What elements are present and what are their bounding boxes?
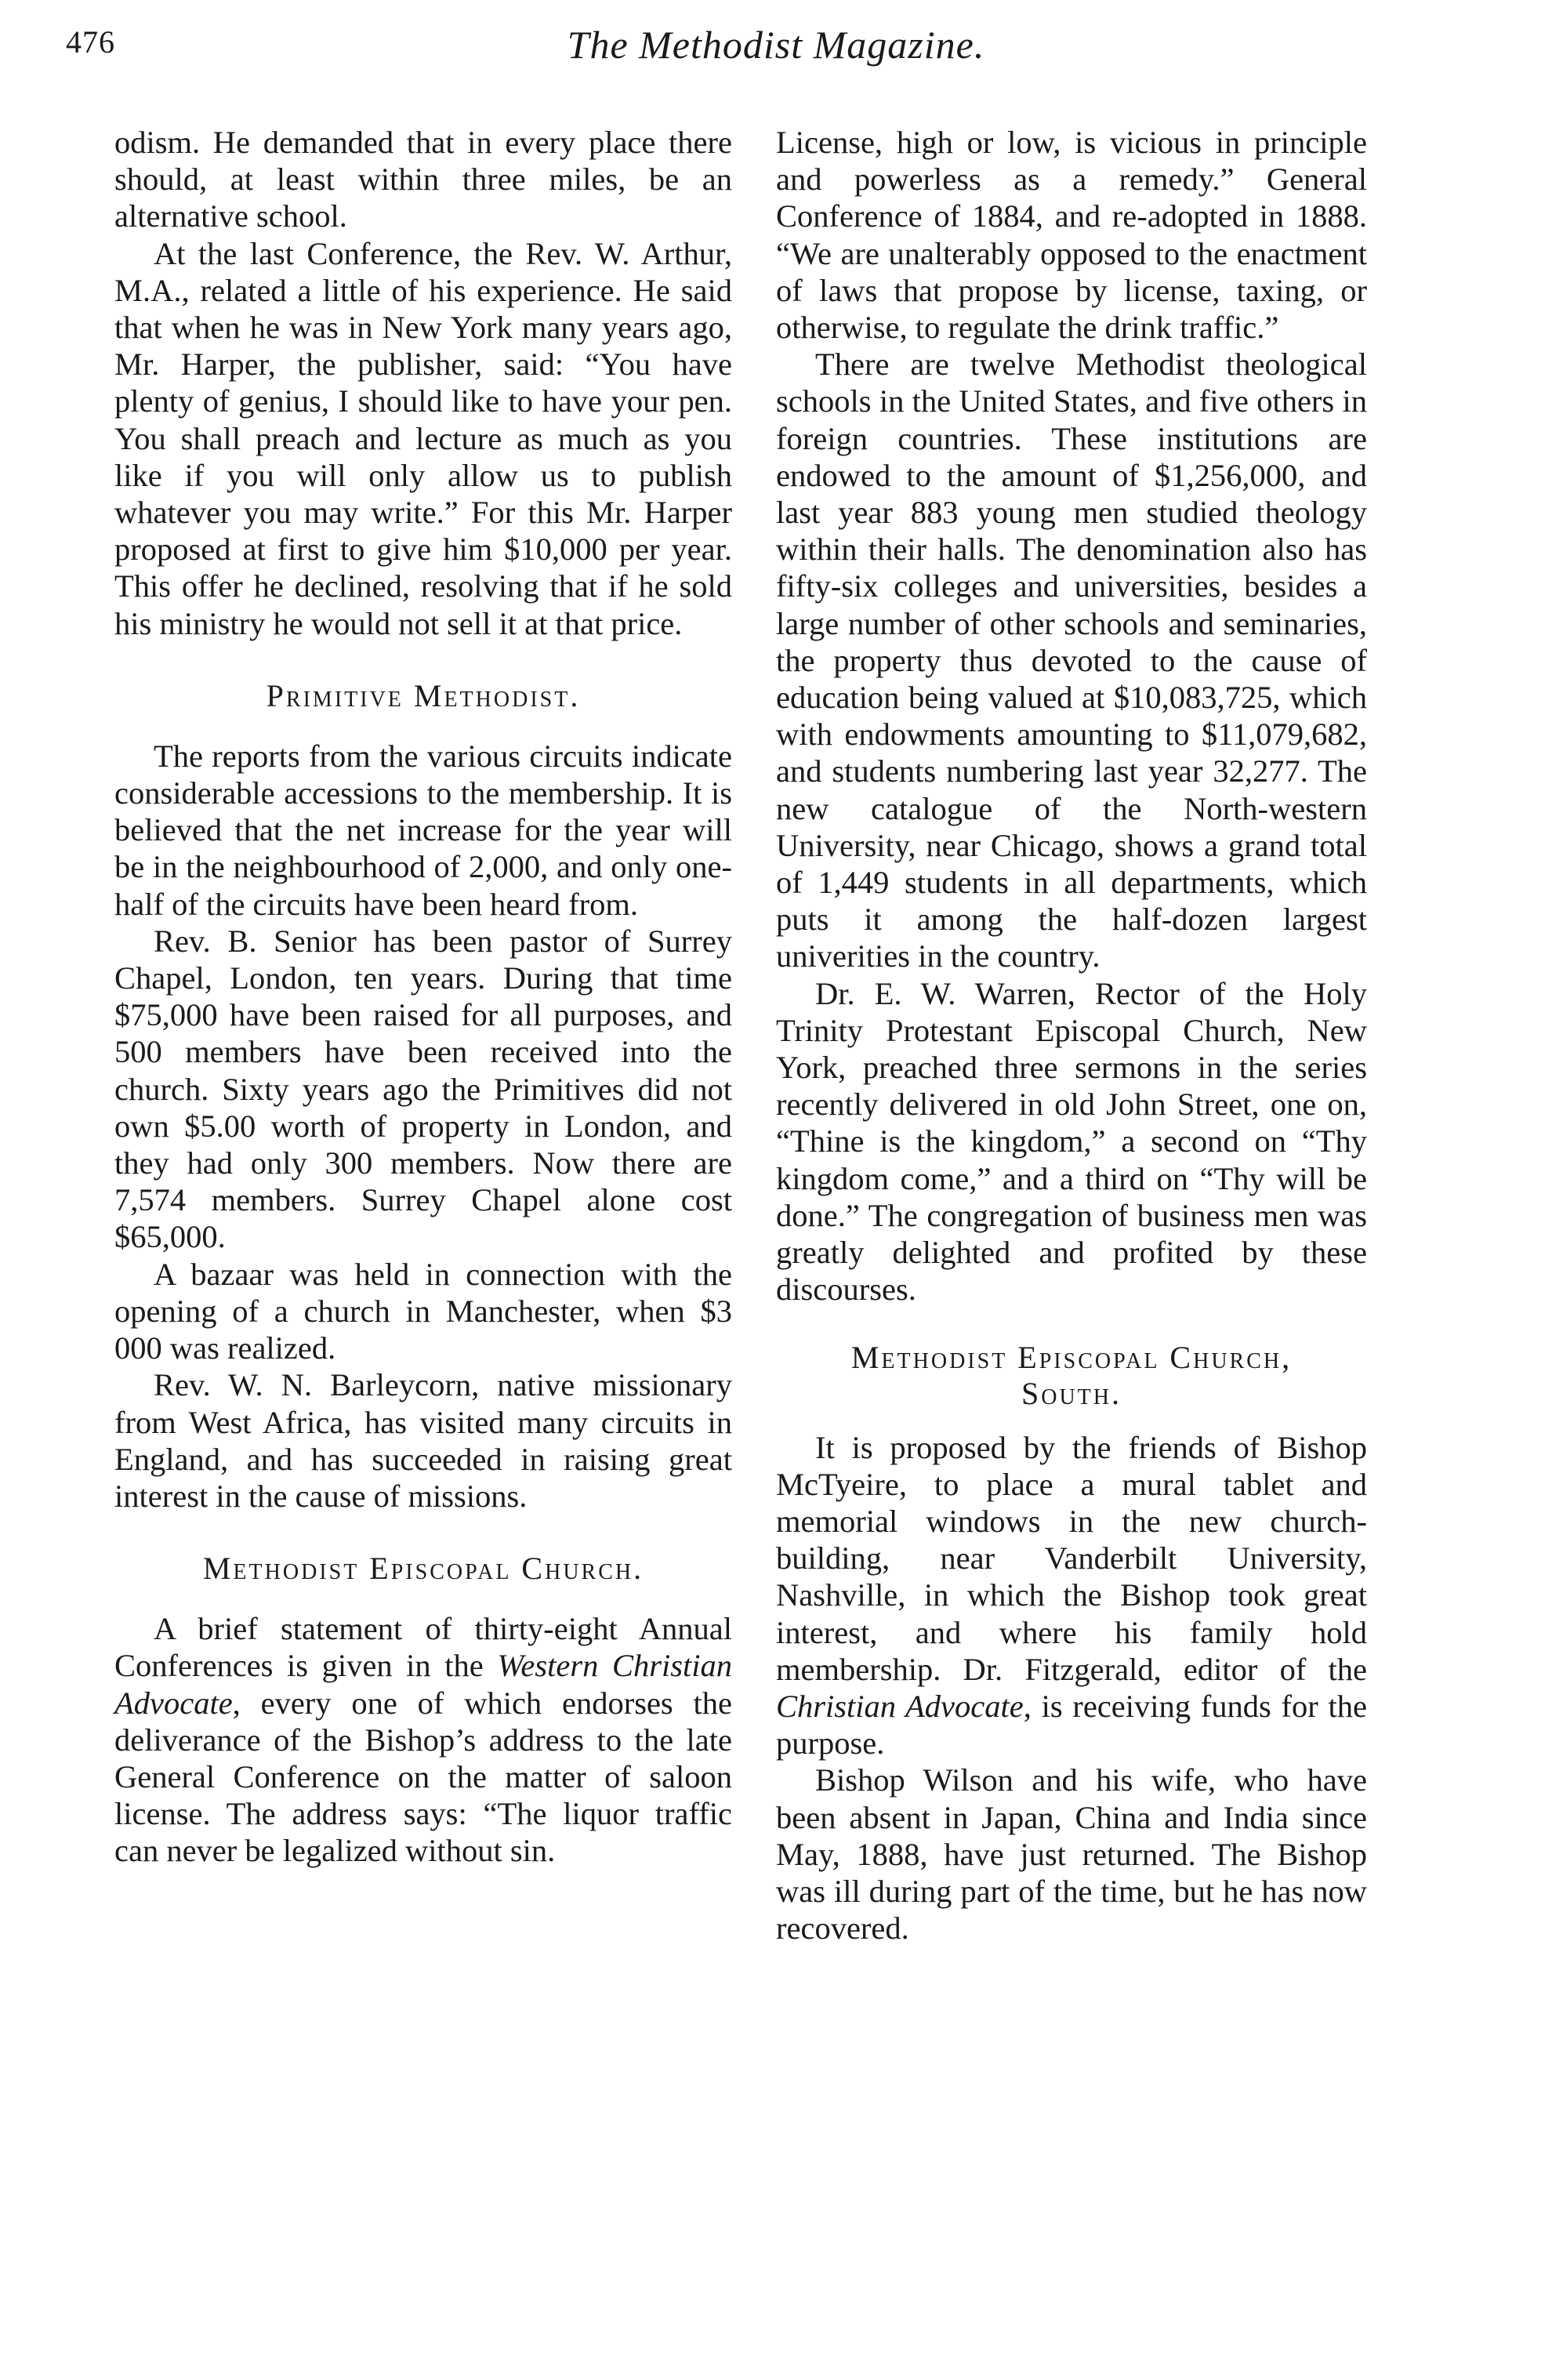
paragraph: odism. He demanded that in every place there should, at least within three miles, be an alternative school. xyxy=(114,125,732,234)
text-run: A brief statement of thirty-eight Annual Conferences is given in the xyxy=(114,1611,732,1684)
heading-line: South. xyxy=(1021,1375,1122,1411)
heading-line: Methodist Episcopal Church, xyxy=(850,1339,1293,1375)
paragraph: Rev. B. Senior has been pastor of Surrey Chapel, London, ten years. During that time $75,000 have been raised for all purposes, and 500 members have been received into the church. Sixty years ago the Primitives did not own $5.00 worth of property in London, and they had only 300 members. Now there are 7,574 members. Surrey Chapel alone cost $65,000. xyxy=(114,923,732,1255)
section-heading-primitive-methodist: Primitive Methodist. xyxy=(266,677,581,713)
paragraph: Bishop Wilson and his wife, who have been absent in Japan, China and India since May, 1888, have just returned. The Bishop was ill during part of the time, but he has now recovered. xyxy=(776,1762,1367,1946)
paragraph: At the last Conference, the Rev. W. Arthur, M.A., related a little of his experience. He said that when he was in New York many years ago, Mr. Harper, the publisher, said: “You have plenty of genius, I should like to have your pen. You shall preach and lecture as much as you like if you will only allow us to publish whatever you may write.” For this Mr. Harper proposed at first to give him $10,000 per year. This offer he declined, resolving that if he sold his ministry he would not sell it at that price. xyxy=(114,235,732,641)
text-run: , is receiving funds for the purpose. xyxy=(776,1688,1367,1761)
page-number: 476 xyxy=(66,24,115,60)
text-run: It is proposed by the friends of Bishop McTyeire, to place a mural tablet and memorial windows in the new church-building, near Vanderbilt University, Nashville, in which the Bishop took great interest, and where his family hold membership. Dr. Fitzgerald, editor of the xyxy=(776,1429,1367,1687)
paragraph: Dr. E. W. Warren, Rector of the Holy Trinity Protestant Episcopal Church, New York, preached three sermons in the series recently delivered in old John Street, one on, “Thine is the kingdom,” a second on “Thy kingdom come,” and a third on “Thy will be done.” The congregation of business men was greatly delighted and profited by these discourses. xyxy=(776,975,1367,1308)
paragraph: A bazaar was held in connection with the opening of a church in Manchester, when $3 000 was realized. xyxy=(114,1256,732,1366)
section-heading-methodist-episcopal-church-south xyxy=(776,1340,1367,1412)
text-run: , every one of which endorses the deliverance of the Bishop’s address to the late General Conference on the matter of saloon license. The address says: “The liquor traffic can never be legalized without sin. xyxy=(114,1685,732,1869)
paragraph: Rev. W. N. Barleycorn, native missionary from West Africa, has visited many circuits in England, and has succeeded in raising great interest in the cause of missions. xyxy=(114,1367,732,1514)
publication-title: Western Christian Advocate xyxy=(114,1648,732,1721)
paragraph: There are twelve Methodist theological schools in the United States, and five others in foreign countries. These institutions are endowed to the amount of $1,256,000, and last year 883 young men studied theology within their halls. The denomination also has fifty-six colleges and universities, besides a large number of other schools and seminaries, the property thus devoted to the cause of education being valued at $10,083,725, which with endowments amounting to $11,079,682, and students numbering last year 32,277. The new catalogue of the North-western University, near Chicago, shows a grand total of 1,449 students in all departments, which puts it among the half-dozen largest univerities in the country. xyxy=(776,346,1367,974)
publication-title: Christian Advocate xyxy=(776,1688,1024,1724)
section-heading-methodist-episcopal-church: Methodist Episcopal Church. xyxy=(202,1551,644,1587)
paragraph xyxy=(114,1610,732,1869)
paragraph: License, high or low, is vicious in principle and powerless as a remedy.” General Conference of 1884, and re-adopted in 1888. “We are unalterably opposed to the enactment of laws that propose by license, taxing, or otherwise, to regulate the drink traffic.” xyxy=(776,125,1367,346)
running-title: The Methodist Magazine. xyxy=(567,23,985,67)
paragraph: The reports from the various circuits indicate considerable accessions to the membership. It is believed that the net increase for the year will be in the neighbourhood of 2,000, and only one-half of the circuits have been heard from. xyxy=(114,738,732,922)
paragraph xyxy=(776,1429,1367,1762)
left-column xyxy=(114,124,732,1870)
right-column xyxy=(776,124,1367,1946)
